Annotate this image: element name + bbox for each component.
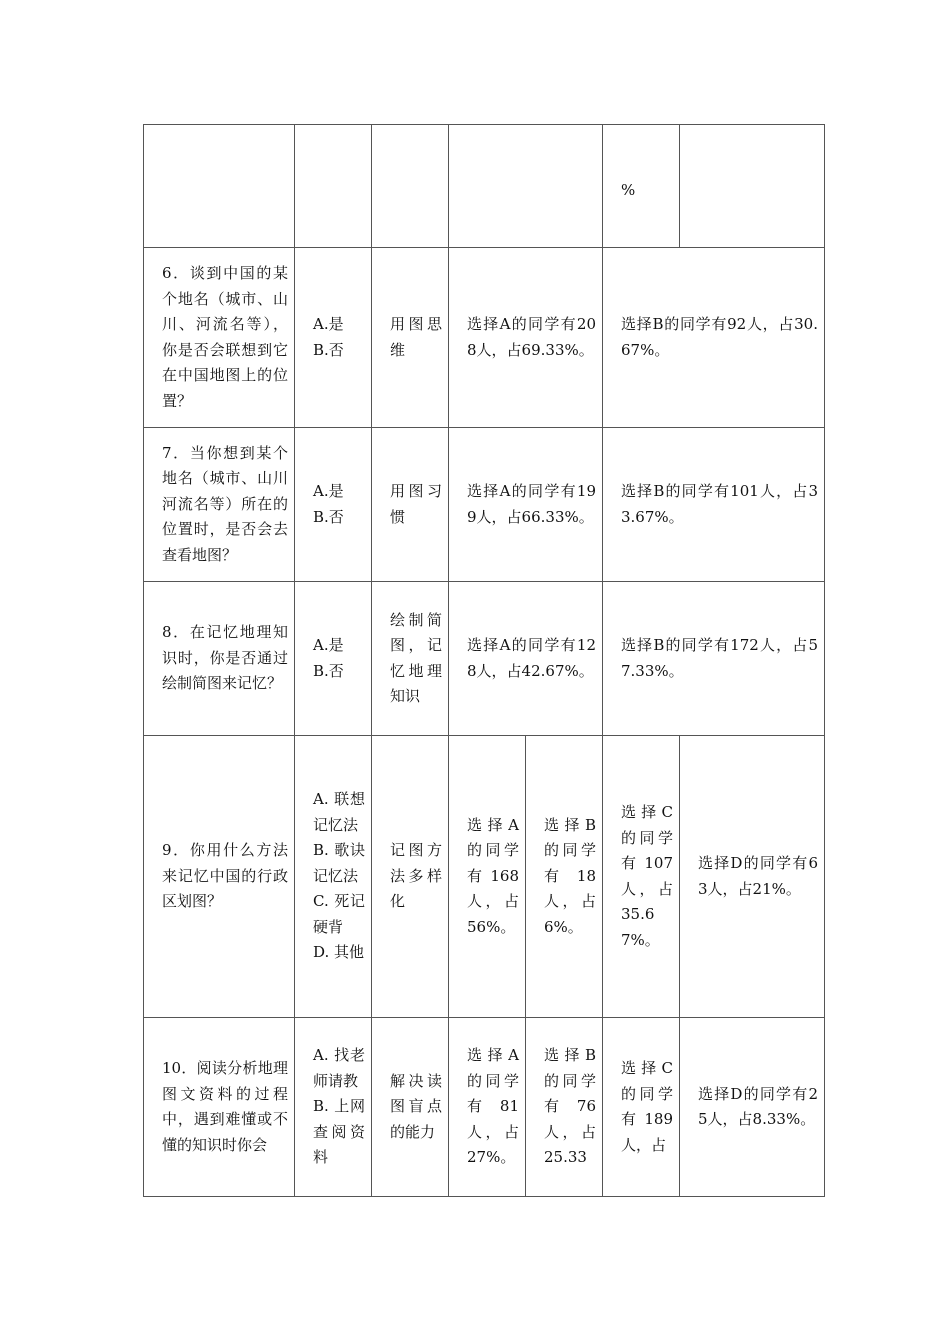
table-row bbox=[144, 125, 825, 248]
options-cell bbox=[295, 125, 372, 248]
option-a: A. 找老师请教 bbox=[313, 1046, 365, 1090]
option-b: B.否 bbox=[313, 507, 344, 526]
question-cell: 7．当你想到某个地名（城市、山川河流名等）所在的位置时，是否会去查看地图？ bbox=[144, 428, 295, 582]
result-b-cell: 选择B的同学有76人，占25.33 bbox=[526, 1018, 603, 1197]
result-c-cell: 选择C的同学有107人，占35.67%。 bbox=[603, 736, 680, 1018]
purpose-cell: 用图思维 bbox=[372, 248, 449, 428]
result-b-cell: 选择B的同学有101人，占33.67%。 bbox=[603, 428, 825, 582]
result-a-cell: 选择A的同学有208人，占69.33%。 bbox=[449, 248, 603, 428]
purpose-cell: 绘制简图，记忆地理知识 bbox=[372, 582, 449, 736]
table-row bbox=[144, 1018, 825, 1197]
purpose-cell: 用图习惯 bbox=[372, 428, 449, 582]
survey-table bbox=[143, 124, 825, 1197]
table-row bbox=[144, 428, 825, 582]
result-d-cell: 选择D的同学有63人，占21%。 bbox=[680, 736, 825, 1018]
options-cell bbox=[295, 428, 372, 582]
table-row bbox=[144, 248, 825, 428]
result-a-cell: 选择A的同学有128人，占42.67%。 bbox=[449, 582, 603, 736]
option-a: A. 联想记忆法 bbox=[313, 790, 365, 834]
purpose-cell: 记图方法多样化 bbox=[372, 736, 449, 1018]
option-b: B. 歌诀记忆法 bbox=[313, 841, 365, 885]
result-d-cell: 选择D的同学有25人，占8.33%。 bbox=[680, 1018, 825, 1197]
result-a-cell: 选择A的同学有199人，占66.33%。 bbox=[449, 428, 603, 582]
result-a-cell: 选择A的同学有168人，占56%。 bbox=[449, 736, 526, 1018]
purpose-cell: 解决读图盲点的能力 bbox=[372, 1018, 449, 1197]
purpose-cell bbox=[372, 125, 449, 248]
option-d: D. 其他 bbox=[313, 943, 365, 962]
percent-sign: % bbox=[621, 181, 636, 200]
table-row bbox=[144, 582, 825, 736]
question-cell: 10．阅读分析地理图文资料的过程中，遇到难懂或不懂的知识时你会 bbox=[144, 1018, 295, 1197]
option-a: A.是 bbox=[313, 315, 344, 333]
result-b-cell: 选择B的同学有172人，占57.33%。 bbox=[603, 582, 825, 736]
options-cell bbox=[295, 736, 372, 1018]
option-a: A.是 bbox=[313, 636, 344, 654]
result-c-cell: 选择C的同学有189人，占 bbox=[603, 1018, 680, 1197]
options-cell bbox=[295, 582, 372, 736]
table-row bbox=[144, 736, 825, 1018]
result-b-cell: 选择B的同学有18人，占6%。 bbox=[526, 736, 603, 1018]
question-cell bbox=[144, 125, 295, 248]
result-cell bbox=[449, 125, 603, 248]
result-b-cell: 选择B的同学有92人，占30.67%。 bbox=[603, 248, 825, 428]
option-c: C. 死记硬背 bbox=[313, 892, 365, 936]
question-cell: 6．谈到中国的某个地名（城市、山川、河流名等），你是否会联想到它在中国地图上的位置？ bbox=[144, 248, 295, 428]
question-cell: 8．在记忆地理知识时，你是否通过绘制简图来记忆？ bbox=[144, 582, 295, 736]
result-cell bbox=[680, 125, 825, 248]
options-cell bbox=[295, 1018, 372, 1197]
result-cell bbox=[603, 125, 680, 248]
option-b: B. 上网查阅资料 bbox=[313, 1097, 365, 1167]
option-b: B.否 bbox=[313, 340, 344, 359]
option-b: B.否 bbox=[313, 661, 344, 680]
result-a-cell: 选择A的同学有81人，占27%。 bbox=[449, 1018, 526, 1197]
question-cell: 9．你用什么方法来记忆中国的行政区划图？ bbox=[144, 736, 295, 1018]
option-a: A.是 bbox=[313, 482, 344, 500]
options-cell bbox=[295, 248, 372, 428]
